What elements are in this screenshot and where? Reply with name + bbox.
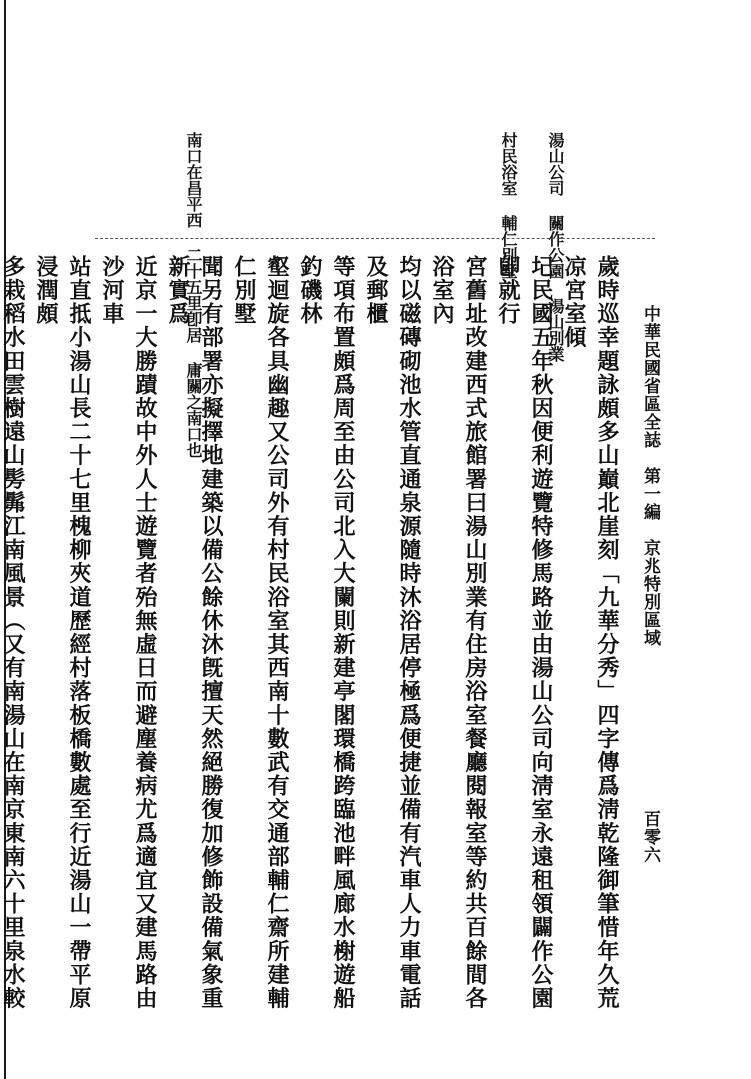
- body-column: 站直抵小湯山長二十七里槐柳夾道歷經村落板橋數處至行近湯山一帶平原浸潤頗: [33, 255, 92, 1011]
- body-column: 宮舊址改建西式旅館署曰湯山別業有住房浴室餐廳閱報室等約共百餘間各浴室內: [429, 255, 488, 1011]
- body-column: 均以磁磚砌池水管直通泉源隨時沐浴居停極爲便捷並備有汽車人力車電話及郵櫃: [363, 255, 422, 1011]
- margin-note-village-bath: 村民浴室 輔仁別墅: [499, 132, 518, 279]
- margin-note-nankou: 南口在昌平西 二十五里卽居 庸關之南口也: [184, 132, 203, 458]
- page-number: 百零六: [640, 810, 660, 864]
- margin-note-tangshan-company: 湯山公司 關作公園 湯山別業: [546, 132, 565, 362]
- body-column: 圮民國五年秋因便利遊覽特修馬路並由湯山公司向淸室永遠租領闢作公園卽就行: [495, 255, 554, 1011]
- body-column: 多栽稻水田雲樹遠山髣髴江南風景（又有南湯山在南京東南六十里泉水較: [0, 255, 26, 1011]
- body-text: [0, 255, 623, 1025]
- notes-divider: [95, 238, 655, 239]
- body-column: 等項布置頗爲周至由公司北入大闌則新建亭閣環橋跨臨池畔風廊水榭遊船釣磯林: [297, 255, 356, 1011]
- body-column: 壑迴旋各具幽趣又公司外有村民浴室其西南十數武有交通部輔仁齋所建輔仁別墅: [231, 255, 290, 1011]
- running-header-title: 中華民國省區全誌 第一編 京兆特別區域: [640, 305, 660, 647]
- body-column: 近京一大勝蹟故中外人士遊覽者殆無虛日而避塵養病尤爲適宜又建馬路由沙河車: [99, 255, 158, 1011]
- body-column: 聞另有部署亦擬擇地建築以備公餘休沐旣擅天然絕勝復加修飾設備氣象重新實爲: [165, 255, 224, 1011]
- body-column: 歲時巡幸題詠頗多山巔北崖刻「九華分秀」四字傳爲淸乾隆御筆惜年久荒凉宮室傾: [561, 255, 620, 1011]
